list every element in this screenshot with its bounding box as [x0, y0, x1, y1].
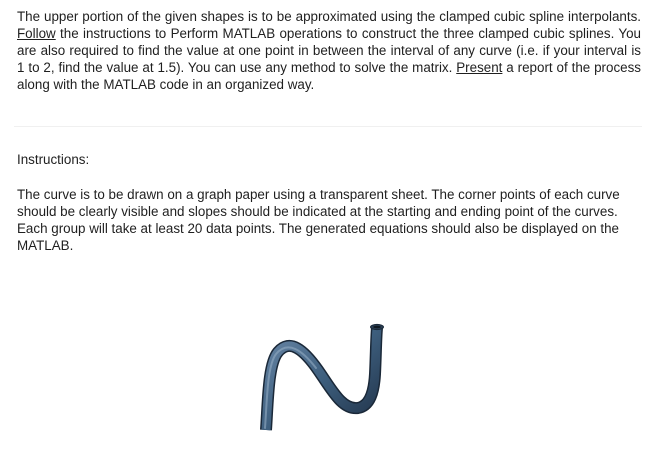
bent-pipe-curve-icon — [246, 312, 406, 452]
intro-text-2: the instructions to Perform MATLAB operations to construct the three clamped cubic splines. You are also required to find the value at one point in between the interval of any curve (i.e. if your interval is 1 to 2, find the value at 1.5). You can use any method to solve the matrix. — [17, 26, 641, 75]
divider — [14, 126, 642, 127]
instructions-heading: Instructions: — [17, 152, 90, 167]
instructions-body: The curve is to be drawn on a graph paper using a transparent sheet. The corner points of each curve should be clearly visible and slopes should be indicated at the starting and ending point of the curves. Each group will take at least 20 data points. The generated equations should also be displayed on the MATLAB. — [17, 187, 620, 253]
present-word: Present — [456, 60, 503, 75]
pipe-body — [266, 328, 377, 430]
pipe-opening-inner — [373, 326, 381, 329]
follow-word: Follow — [17, 26, 56, 41]
intro-text-1: The upper portion of the given shapes is to be approximated using the clamped cubic spline interpolants. — [17, 9, 641, 24]
intro-paragraph — [17, 8, 641, 93]
intro-text-3: a report of the process along with the MATLAB code in an organized way. — [17, 60, 641, 92]
